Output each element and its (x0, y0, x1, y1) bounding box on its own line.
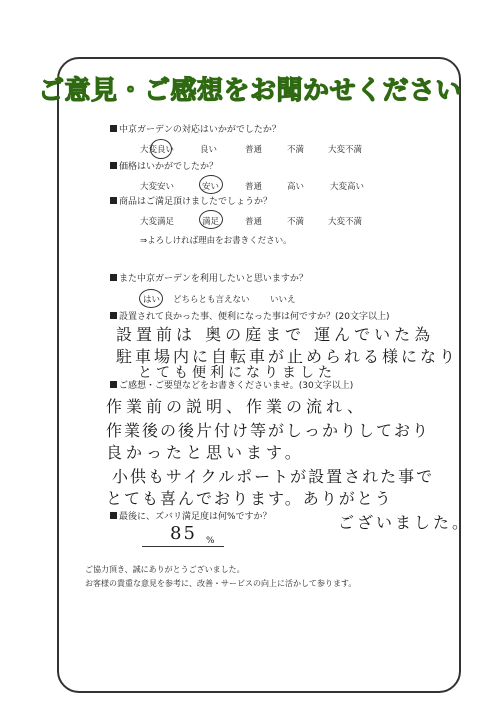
q6-answer-line-2: 作業後の後片付け等がしっかりしており (106, 421, 431, 440)
q3-option-4[interactable]: 不満 (287, 217, 305, 227)
q5-answer-line-3: とても便利になりました (138, 365, 336, 381)
question-4 (110, 271, 308, 284)
q2-option-4[interactable]: 高い (287, 182, 305, 192)
q3-selection-circle (199, 210, 223, 229)
question-6-label: ご感想・ご要望などをお書きくださいませ。(30文字以上) (119, 381, 354, 391)
q2-option-3[interactable]: 普通 (245, 182, 263, 192)
q2-option-5[interactable]: 大変高い (330, 182, 365, 192)
q6-answer-line-3: 良かったと思います。 (106, 443, 305, 462)
q5-answer-line-1: 設置前は 奥の庭まで 運んでいた為 (116, 325, 435, 344)
question-2 (110, 159, 218, 172)
question-1 (110, 122, 281, 135)
footer-thanks-line-1: ご協力頂き、誠にありがとうございました。 (85, 565, 245, 574)
q2-option-2[interactable]: 安い (202, 182, 220, 192)
q1-option-2[interactable]: 良い (200, 145, 218, 155)
q4-option-3[interactable]: いいえ (270, 295, 296, 305)
q7-answer-unit: % (206, 536, 215, 546)
q1-selection-circle (150, 139, 172, 159)
question-7-label: 最後に、ズバリ満足度は何%ですか？ (119, 512, 272, 522)
q3-reason-note: ⇒よろしければ理由をお書きください。 (140, 236, 292, 246)
q2-selection-circle (199, 175, 223, 194)
q1-option-5[interactable]: 大変不満 (328, 145, 363, 155)
q7-answer-underline (142, 546, 224, 547)
q4-selection-circle (139, 289, 163, 308)
q2-option-1[interactable]: 大変安い (140, 182, 175, 192)
q1-option-3[interactable]: 普通 (245, 145, 263, 155)
square-bullet-icon (110, 197, 117, 204)
q3-option-1[interactable]: 大変満足 (140, 217, 175, 227)
q3-option-5[interactable]: 大変不満 (328, 217, 363, 227)
question-2-label: 価格はいかがでしたか？ (119, 162, 219, 172)
square-bullet-icon (110, 381, 117, 388)
footer-thanks-line-2: お客様の貴重な意見を参考に、改善・サービスの向上に活かして参ります。 (85, 579, 357, 588)
q6-answer-line-5: とても喜んでおります。ありがとう (106, 489, 393, 508)
question-7 (110, 509, 272, 522)
question-1-label: 中京ガーデンの対応はいかがでしたか？ (119, 125, 281, 135)
square-bullet-icon (110, 125, 117, 132)
q5-answer-line-2: 駐車場内に自転車が止められる様になり (116, 347, 459, 366)
square-bullet-icon (110, 162, 117, 169)
question-3 (110, 194, 272, 207)
q6-answer-line-4: 小供もサイクルポートが設置された事で (112, 467, 435, 486)
q4-option-2[interactable]: どちらとも言えない (173, 295, 250, 305)
question-5-label: 設置されて良かった事、便利になった事は何ですか？(20文字以上) (119, 312, 390, 322)
q7-answer-value: 85 (170, 523, 197, 544)
q1-option-1[interactable]: 大変良い (140, 145, 175, 155)
q6-answer-line-6: ございました。 (338, 513, 472, 532)
square-bullet-icon (110, 274, 117, 281)
question-5 (110, 309, 389, 322)
square-bullet-icon (110, 312, 117, 319)
q1-option-4[interactable]: 不満 (287, 145, 305, 155)
question-4-label: また中京ガーデンを利用したいと思いますか？ (119, 274, 308, 284)
q6-answer-line-1: 作業前の説明、作業の流れ、 (106, 397, 367, 416)
page-title: ご意見・ご感想をお聞かせください (37, 76, 462, 106)
q3-option-2[interactable]: 満足 (202, 217, 220, 227)
question-6 (110, 378, 353, 391)
q4-option-1[interactable]: はい (143, 295, 161, 305)
q3-option-3[interactable]: 普通 (245, 217, 263, 227)
question-3-label: 商品はご満足頂けましたでしょうか？ (119, 197, 273, 207)
square-bullet-icon (110, 512, 117, 519)
